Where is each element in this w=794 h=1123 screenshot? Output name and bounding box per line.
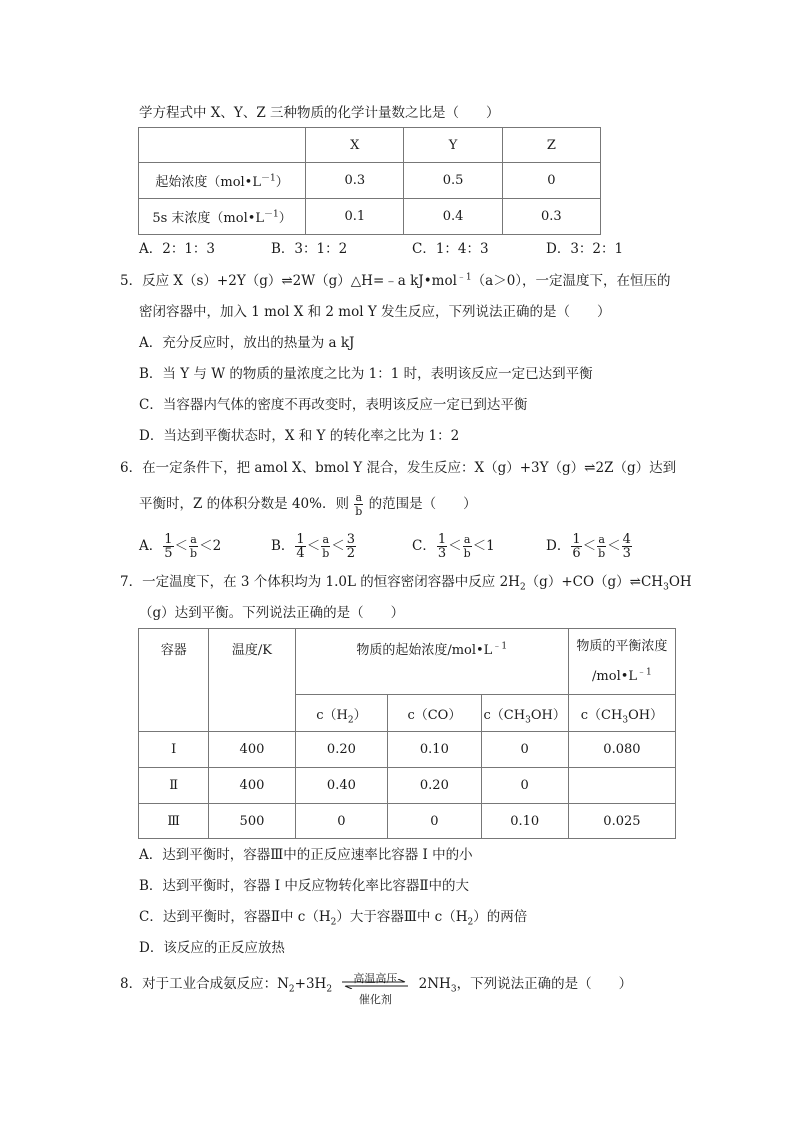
q8-line: 8．对于工业合成氨反应：$N_2+3H_2$ 高温高压 催化剂 $2NH_3$，下列说法正确的是（ ） — [120, 971, 633, 1006]
q5-option-c[interactable]: C．当容器内气体的密度不再改变时，表明该反应一定已到达平衡 — [139, 397, 528, 413]
q4-options — [139, 239, 659, 259]
q4-stem-tail: 学方程式中 X、Y、Z 三种物质的化学计量数之比是（ ） — [139, 105, 500, 121]
q5-line2: 密闭容器中，加入 1 mol X 和 2 mol Y 发生反应，下列说法正确的是（ ） — [139, 304, 611, 320]
q7-row2-h2: 0.40 — [295, 768, 388, 804]
q7-row3-eq: 0.025 — [568, 804, 675, 839]
q7-line1: 7．一定温度下，在 3 个体积均为 1.0L 的恒容密闭容器中反应 $2H_2(g)+CO(g)\rightleftharpoons CH_3OH$ — [120, 574, 692, 593]
q4-option-b[interactable]: B．3：1：2 — [271, 241, 348, 257]
table-row — [139, 732, 676, 768]
q4-row1-y: 0.5 — [404, 163, 502, 199]
q4-row2-x: 0.1 — [306, 199, 404, 235]
q4-header-y: Y — [404, 128, 502, 163]
reaction-arrow-icon: 高温高压 催化剂 — [342, 975, 408, 995]
q7-header-initial: 物质的起始浓度$/mol•L^{﹣1}$ — [295, 629, 568, 695]
q4-option-a[interactable]: A．2：1：3 — [139, 241, 216, 257]
q7-option-c[interactable]: C．达到平衡时，容器Ⅱ中 $c(H_2)$大于容器Ⅲ中 $c(H_2)$的两倍 — [139, 909, 528, 928]
table-row — [139, 768, 676, 804]
q4-header-z: Z — [502, 128, 600, 163]
q6-fraction-a-over-b: $\frac{a}{b}$ — [355, 491, 363, 518]
q4-option-d[interactable]: D．3：2：1 — [546, 241, 624, 257]
q7-row2-temp: 400 — [209, 768, 295, 804]
q7-row1-co: 0.10 — [388, 732, 481, 768]
q7-option-d[interactable]: D．该反应的正反应放热 — [139, 940, 285, 956]
q4-option-c[interactable]: C．1：4：3 — [412, 241, 489, 257]
q7-row1-h2: 0.20 — [295, 732, 388, 768]
table-row — [139, 804, 676, 839]
q7-header-c-ch3oh: $c(CH_3OH)$ — [481, 695, 568, 732]
q7-row1-temp: 400 — [209, 732, 295, 768]
q6-line2: 平衡时，Z 的体积分数是 40%．则 $\frac{a}{b}$ 的范围是（ ） — [139, 491, 477, 518]
q7-row2-id: Ⅱ — [139, 768, 209, 804]
q7-row1-id: Ⅰ — [139, 732, 209, 768]
q7-header-temp: 温度/K — [209, 629, 295, 732]
q4-row2-y: 0.4 — [404, 199, 502, 235]
q5-option-b[interactable]: B．当 Y 与 W 的物质的量浓度之比为 1：1 时，表明该反应一定已达到平衡 — [139, 366, 593, 382]
q7-option-b[interactable]: B．达到平衡时，容器 I 中反应物转化率比容器Ⅱ中的大 — [139, 878, 470, 894]
q5-option-d[interactable]: D．当达到平衡状态时，X 和 Y 的转化率之比为 1：2 — [139, 428, 460, 444]
q6-option-b[interactable]: B． $\frac{1}{4}$ ＜ $\frac{a}{b}$ ＜ $\frac{3}{2}$ — [271, 532, 356, 561]
q7-row1-eq: 0.080 — [568, 732, 675, 768]
q7-header-eq: 物质的平衡浓度 $/mol•L^{﹣1}$ — [568, 629, 675, 695]
q7-line2: （g）达到平衡。下列说法正确的是（ ） — [139, 605, 405, 621]
q7-row3-ch3oh: 0.10 — [481, 804, 568, 839]
q7-row3-co: 0 — [388, 804, 481, 839]
q7-row3-id: Ⅲ — [139, 804, 209, 839]
q4-row2-z: 0.3 — [502, 199, 600, 235]
q4-header-empty — [139, 128, 306, 163]
q7-row2-co: 0.20 — [388, 768, 481, 804]
q7-header-c-h2: $c(H_2)$ — [295, 695, 388, 732]
q6-option-a[interactable]: A． $\frac{1}{5}$ ＜ $\frac{a}{b}$ ＜2 — [139, 532, 222, 561]
q4-row1-x: 0.3 — [306, 163, 404, 199]
q4-header-x: X — [306, 128, 404, 163]
q4-row2-label: 5s 末浓度$(mol•L^{-1})$ — [139, 199, 306, 235]
q6-line1: 6．在一定条件下，把 amol X、bmol Y 混合，发生反应：X（g）+3Y（g）⇌2Z（g）达到 — [120, 460, 677, 476]
q7-row2-ch3oh: 0 — [481, 768, 568, 804]
q4-table — [138, 127, 601, 235]
q7-row3-temp: 500 — [209, 804, 295, 839]
q4-row1-z: 0 — [502, 163, 600, 199]
q7-row3-h2: 0 — [295, 804, 388, 839]
q6-option-c[interactable]: C． $\frac{1}{3}$ ＜ $\frac{a}{b}$ ＜1 — [412, 532, 495, 561]
q7-header-eq-c-ch3oh: $c(CH_3OH)$ — [568, 695, 675, 732]
q6-options — [139, 526, 659, 566]
q5-line1: 5．反应 X（s）+2Y（g）⇌2W（g）△H=﹣a kJ•mol$^{﹣1}$（a＞0），一定温度下，在恒压的 — [120, 272, 671, 289]
q7-table — [138, 628, 676, 839]
q7-row2-eq — [568, 768, 675, 804]
q7-option-a[interactable]: A．达到平衡时，容器Ⅲ中的正反应速率比容器 I 中的小 — [139, 847, 473, 863]
q6-option-d[interactable]: D． $\frac{1}{6}$ ＜ $\frac{a}{b}$ ＜ $\frac{4}{3}$ — [546, 532, 631, 561]
q4-row1-label: 起始浓度$(mol•L^{-1})$ — [139, 163, 306, 199]
q7-header-c-co: c（CO） — [388, 695, 481, 732]
q7-row1-ch3oh: 0 — [481, 732, 568, 768]
q5-option-a[interactable]: A．充分反应时，放出的热量为 a kJ — [139, 335, 355, 351]
q7-header-container: 容器 — [139, 629, 209, 732]
